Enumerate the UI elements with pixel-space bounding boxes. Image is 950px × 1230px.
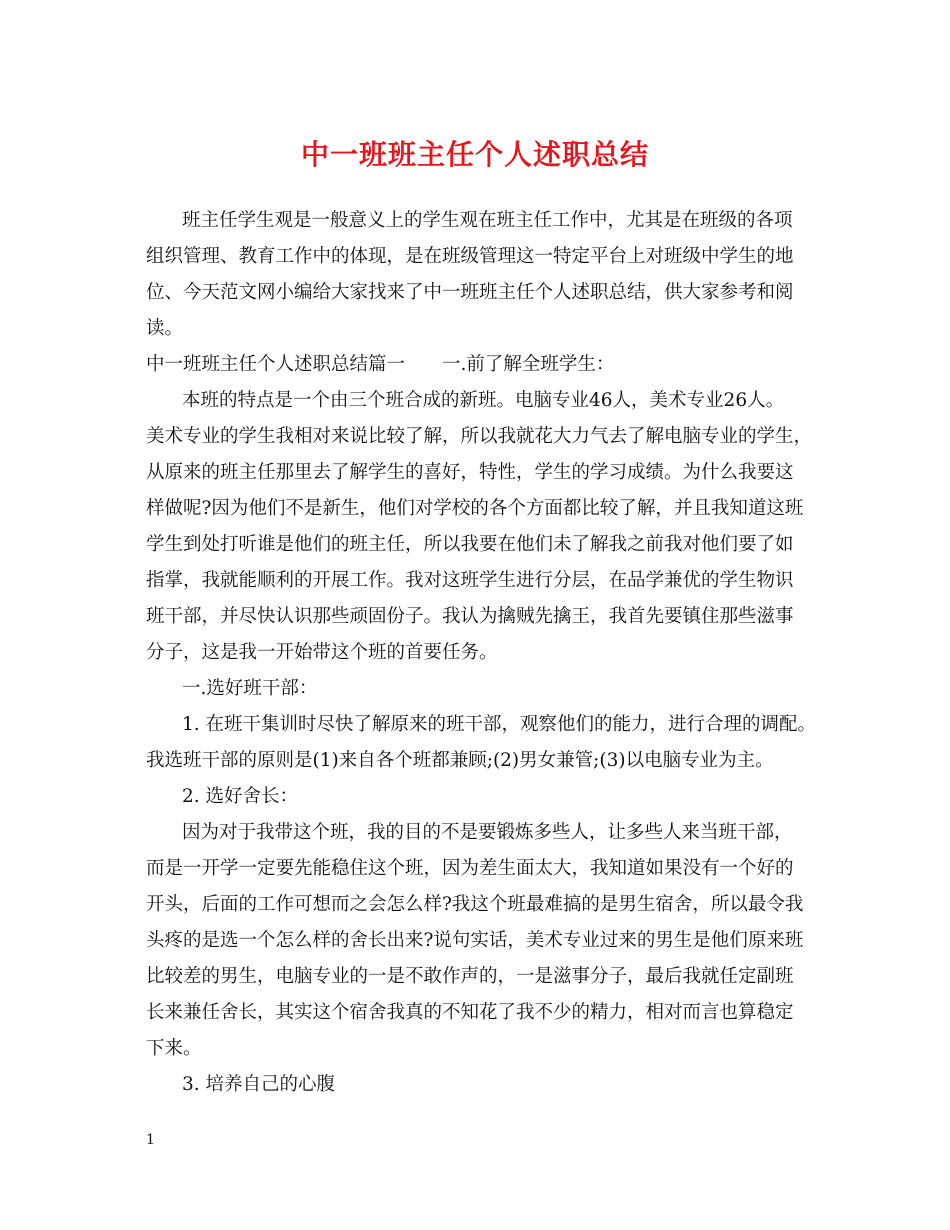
- subheading-line: 一.选好班干部：: [182, 678, 318, 699]
- body-line: 头疼的是选一个怎么样的舍长出来?说句实话，美术专业过来的男生是他们原来班: [146, 930, 804, 951]
- document-title: 中一班班主任个人述职总结: [300, 138, 649, 171]
- body-line: 位、今天范文网小编给大家找来了中一班班主任个人述职总结，供大家参考和阅: [146, 282, 794, 303]
- body-line: 样做呢?因为他们不是新生，他们对学校的各个方面都比较了解，并且我知道这班: [146, 498, 804, 519]
- body-line: 从原来的班主任那里去了解学生的喜好，特性，学生的学习成绩。为什么我要这: [146, 462, 794, 483]
- subheading-line: 3. 培养自己的心腹: [182, 1074, 336, 1095]
- page-number: 1: [146, 1132, 155, 1148]
- body-line: 组织管理、教育工作中的体现，是在班级管理这一特定平台上对班级中学生的地: [146, 246, 794, 267]
- body-line: 班干部，并尽快认识那些顽固份子。我认为擒贼先擒王，我首先要镇住那些滋事: [146, 606, 794, 627]
- body-line: 班主任学生观是一般意义上的学生观在班主任工作中，尤其是在班级的各项: [182, 210, 793, 231]
- body-line: 因为对于我带这个班，我的目的不是要锻炼多些人，让多些人来当班干部，: [182, 822, 793, 843]
- body-line: 长来兼任舍长，其实这个宿舍我真的不知花了我不少的精力，相对而言也算稳定: [146, 1002, 794, 1023]
- body-line: 开头，后面的工作可想而之会怎么样?我这个班最难搞的是男生宿舍，所以最令我: [146, 894, 804, 915]
- body-line: 美术专业的学生我相对来说比较了解，所以我就花大力气去了解电脑专业的学生，: [146, 426, 813, 447]
- body-line: 而是一开学一定要先能稳住这个班，因为差生面太大，我知道如果没有一个好的: [146, 858, 794, 879]
- body-line: 分子，这是我一开始带这个班的首要任务。: [146, 642, 498, 663]
- section-heading-line: 中一班班主任个人述职总结篇一 一.前了解全班学生：: [146, 354, 615, 375]
- body-line: 下来。: [146, 1038, 202, 1059]
- subheading-line: 2. 选好舍长：: [182, 786, 299, 807]
- body-line: 本班的特点是一个由三个班合成的新班。电脑专业46人，美术专业26人。: [182, 390, 785, 411]
- body-line: 比较差的男生，电脑专业的一是不敢作声的，一是滋事分子，最后我就任定副班: [146, 966, 794, 987]
- body-line: 学生到处打听谁是他们的班主任，所以我要在他们未了解我之前我对他们要了如: [146, 534, 794, 555]
- body-line: 读。: [146, 318, 184, 339]
- body-line: 我选班干部的原则是(1)来自各个班都兼顾;(2)男女兼管;(3)以电脑专业为主。: [146, 750, 774, 771]
- body-line: 指掌，我就能顺利的开展工作。我对这班学生进行分层，在品学兼优的学生物识: [146, 570, 794, 591]
- body-line: 1. 在班干集训时尽快了解原来的班干部，观察他们的能力，进行合理的调配。: [182, 714, 817, 735]
